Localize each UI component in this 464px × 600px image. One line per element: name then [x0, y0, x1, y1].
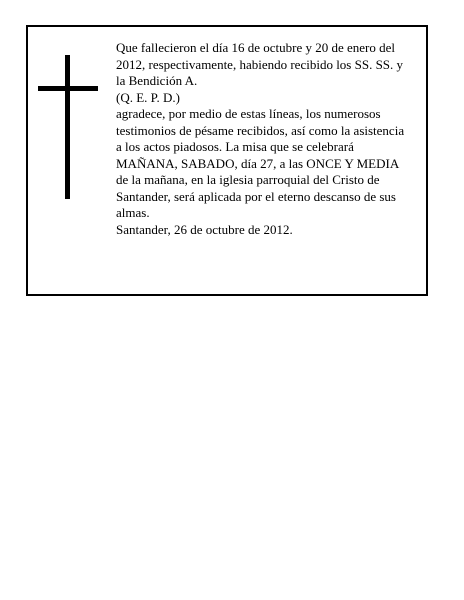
notice-text: [116, 40, 422, 238]
place-date-line: Santander, 26 de octubre de 2012.: [116, 221, 293, 237]
acknowledgement-text: agradece, por medio de estas líneas, los numerosos testimonios de pésame recibidos, así como la asistencia a los actos piadosos. La misa que se celebrará MAÑANA, SABADO, día 27, a las ONCE Y MEDIA de la mañana, en la iglesia parroquial del Cristo de Santander, será aplicada por el eterno descanso de sus almas.: [116, 106, 405, 220]
cross-horizontal-bar: [38, 86, 98, 91]
cross-vertical-bar: [65, 55, 70, 199]
death-statement: Que fallecieron el día 16 de octubre y 20 de enero del 2012, respectivamente, habiendo recibido los SS. SS. y la Bendición A.: [116, 40, 404, 88]
qepd-line: (Q. E. P. D.): [116, 89, 180, 105]
cross-icon: [38, 55, 98, 199]
obituary-notice: [26, 25, 428, 296]
